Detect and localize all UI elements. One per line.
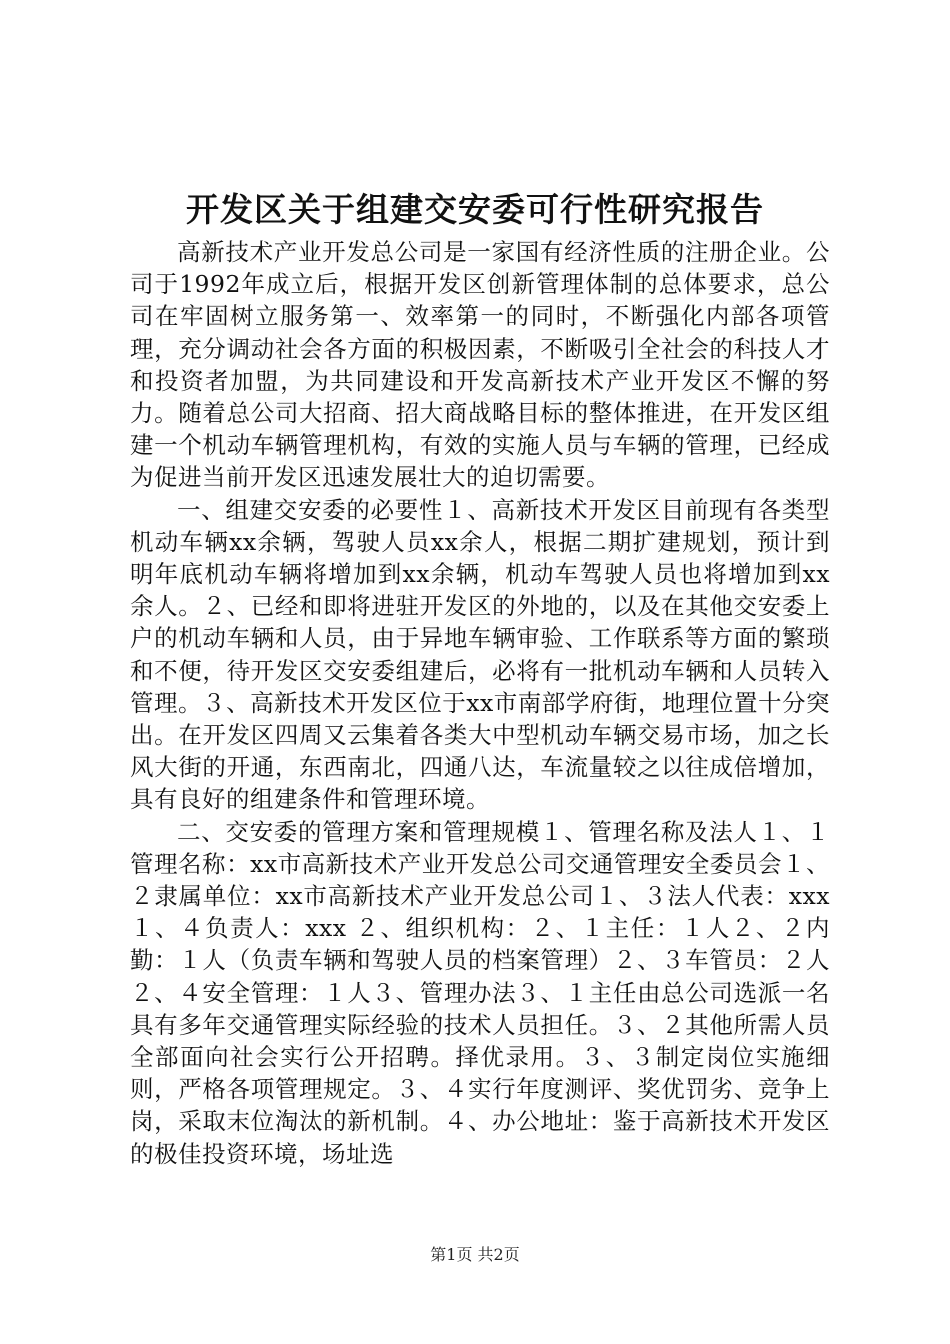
document-title: 开发区关于组建交安委可行性研究报告 [186,190,764,229]
page-number-footer: 第1页 共2页 [430,1245,520,1264]
document-body [130,236,830,1170]
paragraph-necessity: 一、组建交安委的必要性１、高新技术开发区目前现有各类型机动车辆xx余辆，驾驶人员xx余人，根据二期扩建规划，预计到明年底机动车辆将增加到xx余辆，机动车驾驶人员也将增加到xx余人。２、已经和即将进驻开发区的外地的，以及在其他交安委上户的机动车辆和人员，由于异地车辆审验、工作联系等方面的繁琐和不便，待开发区交安委组建后，必将有一批机动车辆和人员转入管理。３、高新技术开发区位于xx市南部学府街，地理位置十分突出。在开发区四周又云集着各类大中型机动车辆交易市场，加之长风大街的开通，东西南北，四通八达，车流量较之以往成倍增加，具有良好的组建条件和管理环境。 [130,495,830,814]
paragraph-intro: 高新技术产业开发总公司是一家国有经济性质的注册企业。公司于1992年成立后，根据开发区创新管理体制的总体要求，总公司在牢固树立服务第一、效率第一的同时，不断强化内部各项管理，充分调动社会各方面的积极因素，不断吸引全社会的科技人才和投资者加盟，为共同建设和开发高新技术产业开发区不懈的努力。随着总公司大招商、招大商战略目标的整体推进，在开发区组建一个机动车辆管理机构，有效的实施人员与车辆的管理，已经成为促进当前开发区迅速发展壮大的迫切需要。 [130,238,830,492]
paragraph-management-plan: 二、交安委的管理方案和管理规模１、管理名称及法人１、１管理名称：xx市高新技术产业开发总公司交通管理安全委员会１、２隶属单位：xx市高新技术产业开发总公司１、３法人代表：xxx １、４负责人：xxx ２、组织机构：２、１主任：１人２、２内勤：１人（负责车辆和驾驶人员的档案管理）２、３车管员：２人２、４安全管理：１人３、管理办法３、１主任由总公司选派一名具有多年交通管理实际经验的技术人员担任。３、２其他所需人员全部面向社会实行公开招聘。择优录用。３、３制定岗位实施细则，严格各项管理规定。３、４实行年度测评、奖优罚劣、竞争上岗，采取末位淘汰的新机制。４、办公地址：鉴于高新技术开发区的极佳投资环境，场址选 [130,817,830,1168]
